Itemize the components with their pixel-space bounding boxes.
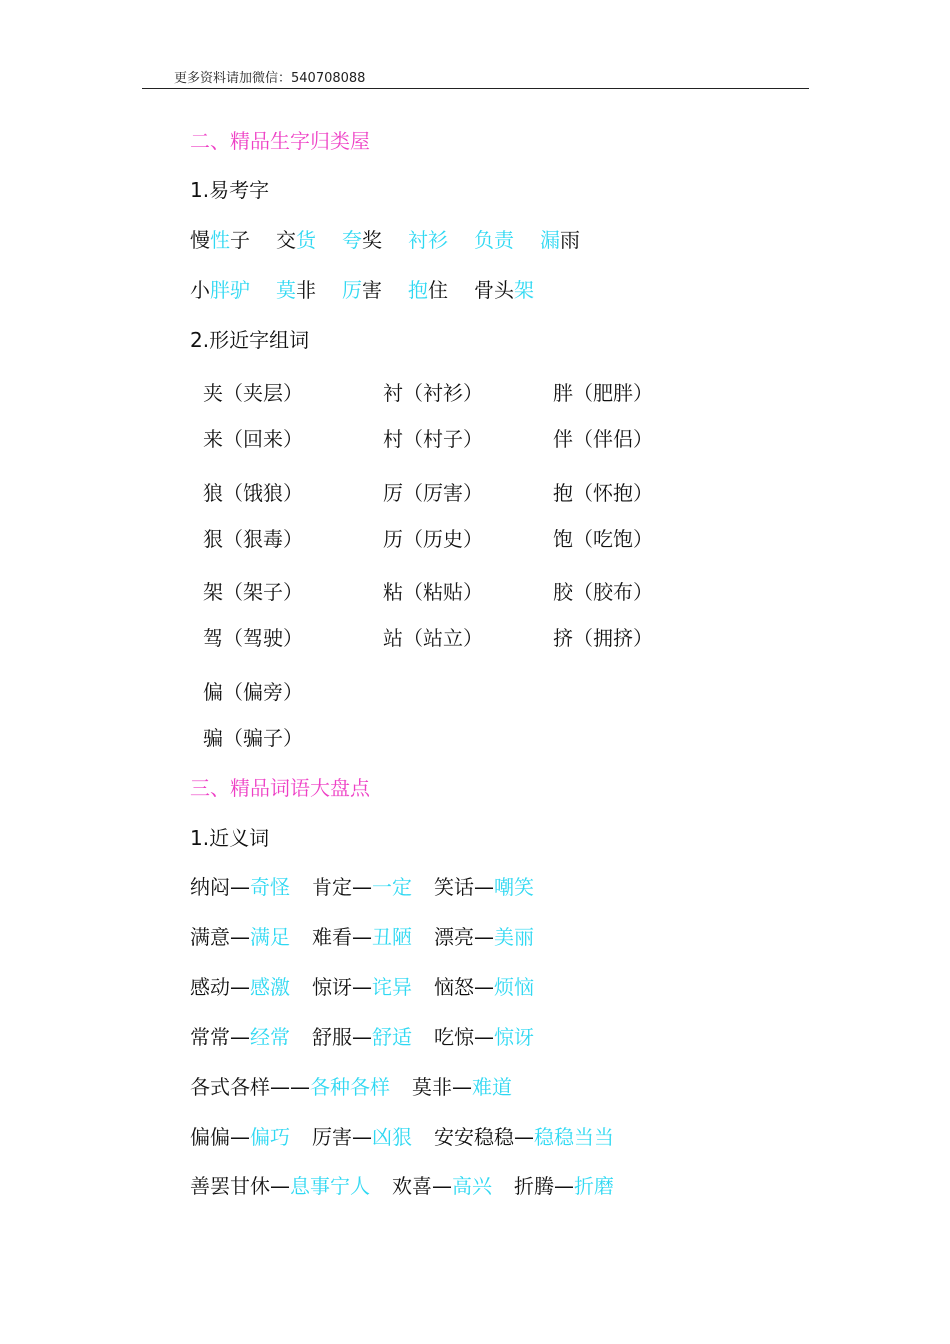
char: 害	[362, 278, 382, 302]
synonym-word: 折腾—	[514, 1174, 574, 1198]
synonym-word: 恼怒—	[434, 975, 494, 999]
char: 奖	[362, 228, 382, 252]
similar-char-item: 伴（伴侣）	[553, 427, 653, 451]
synonym-word: 莫非—	[412, 1075, 472, 1099]
synonym-pair	[190, 975, 290, 999]
similar-char-item: 站（站立）	[383, 626, 483, 650]
similar-char-item: 衬（衬衫）	[383, 381, 483, 405]
synonym-answer: 高兴	[452, 1174, 492, 1198]
synonym-answer: 难道	[472, 1075, 512, 1099]
similar-char-item: 偏（偏旁）	[203, 680, 303, 704]
section-2-sub2: 2.形近字组词	[190, 328, 310, 352]
synonym-answer: 舒适	[372, 1025, 412, 1049]
highlighted-char: 胖驴	[210, 278, 250, 302]
easy-char-word	[276, 278, 316, 302]
synonym-pair	[190, 925, 290, 949]
synonym-word: 偏偏—	[190, 1125, 250, 1149]
similar-char-item: 村（村子）	[383, 427, 483, 451]
synonym-pair	[434, 1125, 614, 1149]
similar-char-item: 粘（粘贴）	[383, 580, 483, 604]
char: 非	[296, 278, 316, 302]
highlighted-char: 架	[514, 278, 534, 302]
section-3-title: 三、精品词语大盘点	[190, 776, 370, 800]
similar-char-item: 驾（驾驶）	[203, 626, 303, 650]
easy-chars-row-1	[190, 228, 606, 252]
synonym-pair	[190, 1025, 290, 1049]
synonym-pair	[312, 1125, 412, 1149]
synonym-word: 满意—	[190, 925, 250, 949]
char: 小	[190, 278, 210, 302]
synonym-word: 善罢甘休—	[190, 1174, 290, 1198]
synonym-pair	[312, 1025, 412, 1049]
char: 慢	[190, 228, 210, 252]
synonym-answer: 烦恼	[494, 975, 534, 999]
easy-chars-row-2	[190, 278, 560, 302]
synonym-word: 吃惊—	[434, 1025, 494, 1049]
similar-char-item: 狼（饿狼）	[203, 481, 303, 505]
easy-char-word	[276, 228, 316, 252]
highlighted-char: 抱	[408, 278, 428, 302]
easy-char-word	[342, 278, 382, 302]
synonym-word: 肯定—	[312, 875, 372, 899]
synonym-answer: 各种各样	[310, 1075, 390, 1099]
synonym-word: 难看—	[312, 925, 372, 949]
easy-char-word	[474, 278, 534, 302]
synonym-word: 感动—	[190, 975, 250, 999]
synonym-answer: 诧异	[372, 975, 412, 999]
highlighted-char: 厉	[342, 278, 362, 302]
synonym-pair	[190, 1075, 390, 1099]
highlighted-char: 莫	[276, 278, 296, 302]
easy-char-word	[190, 228, 250, 252]
similar-char-item: 架（架子）	[203, 580, 303, 604]
synonym-answer: 偏巧	[250, 1125, 290, 1149]
synonym-word: 漂亮—	[434, 925, 494, 949]
similar-char-item: 饱（吃饱）	[553, 527, 653, 551]
synonym-pair	[412, 1075, 512, 1099]
char: 交	[276, 228, 296, 252]
highlighted-char: 货	[296, 228, 316, 252]
synonym-word: 舒服—	[312, 1025, 372, 1049]
section-2-sub1: 1.易考字	[190, 178, 270, 202]
synonym-pair	[312, 925, 412, 949]
char: 住	[428, 278, 448, 302]
synonym-answer: 一定	[372, 875, 412, 899]
synonym-pair	[190, 1174, 370, 1198]
synonym-pair	[312, 975, 412, 999]
synonym-word: 惊讶—	[312, 975, 372, 999]
synonym-answer: 嘲笑	[494, 875, 534, 899]
synonym-word: 常常—	[190, 1025, 250, 1049]
highlighted-char: 漏	[540, 228, 560, 252]
similar-char-item: 胶（胶布）	[553, 580, 653, 604]
synonym-word: 安安稳稳—	[434, 1125, 534, 1149]
synonym-pair	[434, 925, 534, 949]
synonym-answer: 美丽	[494, 925, 534, 949]
easy-char-word	[540, 228, 580, 252]
synonym-row	[190, 925, 556, 949]
synonym-answer: 息事宁人	[290, 1174, 370, 1198]
char: 骨头	[474, 278, 514, 302]
similar-char-item: 厉（厉害）	[383, 481, 483, 505]
synonym-word: 各式各样——	[190, 1075, 310, 1099]
easy-char-word	[342, 228, 382, 252]
section-3-sub1: 1.近义词	[190, 826, 270, 850]
synonym-row	[190, 875, 556, 899]
header-divider	[142, 88, 809, 89]
synonym-answer: 感激	[250, 975, 290, 999]
char: 雨	[560, 228, 580, 252]
similar-char-item: 历（历史）	[383, 527, 483, 551]
synonym-word: 纳闷—	[190, 875, 250, 899]
page-header-note: 更多资料请加微信：540708088	[174, 71, 366, 86]
similar-char-item: 骗（骗子）	[203, 726, 303, 750]
synonym-row	[190, 1125, 636, 1149]
synonym-answer: 奇怪	[250, 875, 290, 899]
synonym-row	[190, 1174, 636, 1198]
char: 子	[230, 228, 250, 252]
similar-char-item: 挤（拥挤）	[553, 626, 653, 650]
section-2-title: 二、精品生字归类屋	[190, 129, 370, 153]
synonym-answer: 经常	[250, 1025, 290, 1049]
synonym-pair	[434, 975, 534, 999]
easy-char-word	[474, 228, 514, 252]
synonym-pair	[190, 875, 290, 899]
highlighted-char: 负责	[474, 228, 514, 252]
synonym-answer: 稳稳当当	[534, 1125, 614, 1149]
easy-char-word	[190, 278, 250, 302]
synonym-pair	[514, 1174, 614, 1198]
synonym-pair	[434, 875, 534, 899]
easy-char-word	[408, 228, 448, 252]
highlighted-char: 性	[210, 228, 230, 252]
synonym-answer: 满足	[250, 925, 290, 949]
synonym-word: 厉害—	[312, 1125, 372, 1149]
similar-char-item: 狠（狠毒）	[203, 527, 303, 551]
highlighted-char: 夸	[342, 228, 362, 252]
similar-char-item: 胖（肥胖）	[553, 381, 653, 405]
synonym-row	[190, 1075, 534, 1099]
synonym-answer: 凶狠	[372, 1125, 412, 1149]
similar-char-item: 来（回来）	[203, 427, 303, 451]
synonym-word: 欢喜—	[392, 1174, 452, 1198]
synonym-pair	[312, 875, 412, 899]
synonym-answer: 丑陋	[372, 925, 412, 949]
synonym-word: 笑话—	[434, 875, 494, 899]
similar-char-item: 抱（怀抱）	[553, 481, 653, 505]
synonym-pair	[392, 1174, 492, 1198]
synonym-pair	[434, 1025, 534, 1049]
synonym-pair	[190, 1125, 290, 1149]
highlighted-char: 衬衫	[408, 228, 448, 252]
synonym-row	[190, 1025, 556, 1049]
synonym-answer: 惊讶	[494, 1025, 534, 1049]
synonym-row	[190, 975, 556, 999]
synonym-answer: 折磨	[574, 1174, 614, 1198]
easy-char-word	[408, 278, 448, 302]
similar-char-item: 夹（夹层）	[203, 381, 303, 405]
